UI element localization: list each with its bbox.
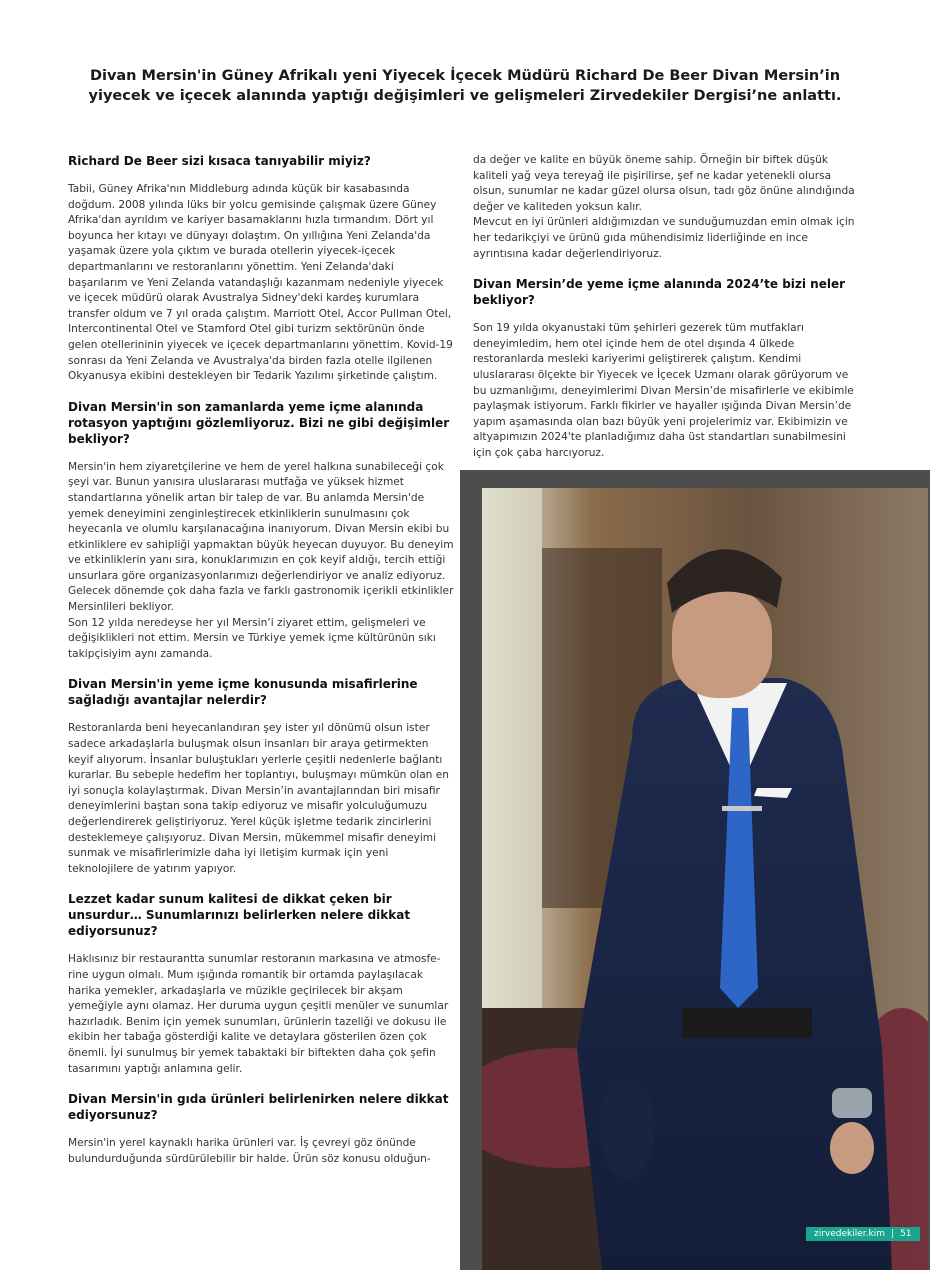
question-heading: Lezzet kadar sunum kalitesi de dikkat çeken bir unsurdur… Sunumlarınızı belirlerken nelere dikkat ediyorsunuz? [68,892,411,939]
answer-paragraph: Mersin'in yerel kaynaklı harika ürünleri var. İş çevreyi göz önünde bulundurduğunda sürdürülebilir bir halde. Ürün söz konusu olduğun- [68,1137,431,1165]
answer-paragraph: Restoranlarda beni heyecanlandıran şey ister yıl dönümü olsun ister sadece arkadaşlarla buluşmak olsun insanları bir araya getirmekten keyif alıyorum. İnsanlar buluştukları yerlerle çeşitli nedenlerle bağlantı kurarlar. Bu sebeple hedefim her toplantıyı, buluşmayı mümkün olan en iyi sonuçla kolaylaştırmak. Divan Mersin’in avantajlarından biri misafir deneyimlerini baştan sona takip ediyoruz ve misafir yolculuğumuzu değerlendirerek geliştiriyoruz. Yerel küçük işletme tedarik zincirlerini desteklemeye çalışıyoruz. Divan Mersin, mükemmel misafir deneyimi sunmak ve misafirlerimizle daha iyi iletişim kurmak için yeni teknolojilere de yatırım yapıyor. [68,722,449,875]
question-heading: Divan Mersin’de yeme içme alanında 2024’te bizi neler bekliyor? [473,277,846,308]
answer-paragraph: Mersin'in hem ziyaretçilerine ve hem de yerel halkına sunabileceği çok şeyi var. Bunun yanısıra uluslararası mutfağa ve yüksek hizmet standartlarına yönelik artan bir talep de var. Bu anlamda Mersin'de yemek deneyimini zenginleştirecek etkinliklerin sunulmasını çok heyecanla ve olumlu karşılanacağına inanıyorum. Divan Mersin ekibi bu etkinliklere ev sahipliği yapmaktan büyük heyecan duyuyor. Bu deneyim ve etkinliklerin yanı sıra, konuklarımızın en çok keyif aldığı, tercih ettiği unsurlara göre organizasyonlarımızı değerlendiriyor ve analiz ediyoruz. Gelecek dönemde çok daha fazla ve farklı gastronomik içerikli etkinlikler Mersinlileri bekliyor. [68,460,454,614]
question-heading: Richard De Beer sizi kısaca tanıyabilir miyiz? [68,154,371,168]
answer-paragraph: Son 19 yılda okyanustaki tüm şehirleri gezerek tüm mutfakları deneyimledim, hem otel içinde hem de otel dışında 4 ülkede restoranlarda mesleki kariyerimi geliştirerek çalıştım. Kendimi uluslararası ölçekte bir Yiyecek ve İçecek Uzmanı olarak görüyorum ve bu uzmanlığımı, deneyimlerimi Divan Mersin’de misafirlerle ve ekibimle paylaşmak istiyorum. Farklı fikirler ve hayaller ışığında Divan Mersin’de yapım aşamasında olan bazı büyük yeni projelerimiz var. Ekibimizin ve altyapımızın 2024'te planladığımız daha üst standartları sunabilmesini için çok çaba harcıyoruz. [473,322,854,459]
question-heading: Divan Mersin'in gıda ürünleri belirlenirken nelere dikkat ediyorsunuz? [68,1092,449,1123]
left-column [68,153,456,1181]
question-heading: Divan Mersin'in yeme içme konusunda misafirlerine sağladığı avantajlar nelerdir? [68,677,418,708]
page-footer [806,1227,920,1241]
answer-paragraph: da değer ve kalite en büyük öneme sahip. Örneğin bir biftek düşük kaliteli yağ veya tereyağ ile pişirilirse, şef ne kadar yetenekli olursa olsun, sunumlar ne kadar güzel olursa olsun, tadı göz önüne alındığında değer ve kaliteden yoksun kalır. Mevcut en iyi ürünleri aldığımızdan ve sunduğumuzdan emin olmak için her tedarikçiyi ve ürünü gıda mühendisimiz liderliğinde en ince ayrıntısına kadar değerlendiriyoruz. [473,154,855,260]
answer-paragraph: Son 12 yılda neredeyse her yıl Mersin’i ziyaret ettim, gelişmeleri ve değişiklikleri not ettim. Mersin ve Türkiye yemek içme kültürünün sıkı takipçisiyim aynı zamanda. [68,616,436,660]
page-number: 51 [900,1229,912,1239]
footer-separator: | [891,1229,895,1239]
portrait-photo [482,488,928,1270]
footer-site: zirvedekiler.kim [814,1229,886,1239]
question-heading: Divan Mersin'in son zamanlarda yeme içme alanında rotasyon yaptığını gözlemliyoruz. Bizi ne gibi değişimler bekliyor? [68,399,450,446]
answer-paragraph: Haklısınız bir restaurantta sunumlar restoranın markasına ve atmosferine uygun olmalı. Mum ışığında romantik bir ortamda paylaşılacak harika yemekler, arkadaşlarla ve müzikle geçirilecek bir akşam yemeğiyle aynı olamaz. Her duruma uygun çeşitli menüler ve sunumlar hazırladık. Benim için yemek sunumları, ürünlerin tazeliği ve dokusu ile ekibin her tabağa gösterdiği kalite ve detaylara gösterilen özen çok önemli. İyi sunulmuş bir yemek tabaktaki bir biftekten daha çok şefin tasarımını yaptığı anlamına gelir. [68,953,449,1075]
answer-paragraph: Tabii, Güney Afrika'nın Middleburg adında küçük bir kasabasında doğdum. 2008 yılında lüks bir yolcu gemisinde çalışmak üzere Güney Afrika'dan ayrıldım ve kariyer basamaklarını hızla tırmandım. Dört yıl boyunca her kıtayı ve dünyayı dolaştım. On yıllığına Yeni Zelanda'da yaşamak üzere yola çıktım ve burada otellerin yiyecek-içecek departmanlarını ve restoranlarını yönettim. Yeni Zelanda'daki başarılarım ve Yeni Zelanda vatandaşlığı kazanmam nedeniyle yiyecek ve içecek müdürü olarak Avustralya Sidney'deki kardeş kurumlara transfer oldum ve 7 yıl orada çalıştım. Marriott Otel, Accor Pullman Otel, Intercontinental Otel ve Stamford Otel gibi turizm sektörünün önde gelen otellerininin yiyecek ve içecek departmanlarını yönettim. Kovid-19 sonrası da Yeni Zelanda ve Avustralya'da birden fazla otelle ilgilenen Okyanusya ekibini destekleyen bir Tedarik Yazılımı şirketinde çalıştım. [68,183,453,383]
right-column [473,153,858,476]
intro-headline: Divan Mersin'in Güney Afrikalı yeni Yiyecek İçecek Müdürü Richard De Beer Divan Mersin’in yiyecek ve içecek alanında yaptığı değişimleri ve gelişmeleri Zirvedekiler Dergisi’ne anlattı. [88,68,842,104]
